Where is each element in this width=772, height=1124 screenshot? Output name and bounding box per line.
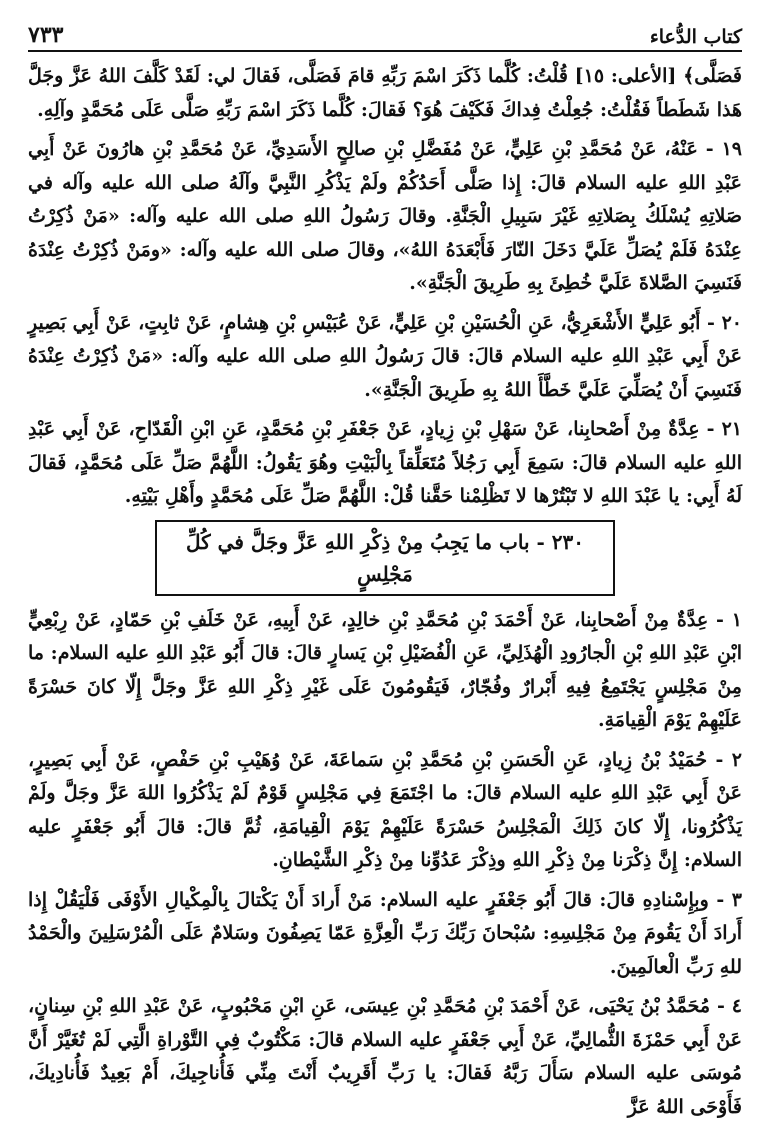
hadith-4: ٤ - مُحَمَّدُ بْنُ يَحْيَى، عَنْ أَحْمَدَ بْنِ مُحَمَّدِ بْنِ عِيسَى، عَنِ ابْنِ مَحْبُوبٍ، عَنْ عَبْدِ اللهِ بْنِ سِنانٍ، عَنْ أَبِي حَمْزَةَ الثُّمالِيِّ، عَنْ أَبِي جَعْفَرٍ عليه السلام قالَ: مَكْتُوبٌ فِي التَّوْراةِ الَّتِي لَمْ تُغَيَّرْ أَنَّ مُوسَى عليه السلام سَأَلَ رَبَّهُ فَقالَ: يا رَبِّ أَقَرِيبٌ أَنْتَ مِنِّي فَأُناجِيكَ، أَمْ بَعِيدٌ فَأُنادِيكَ، فَأَوْحَى اللهُ عَزَّ [28,995,742,1118]
hadith-20: ٢٠ - أَبُو عَلِيٍّ الأَشْعَرِيُّ، عَنِ الْحُسَيْنِ بْنِ عَلِيٍّ، عَنْ عُبَيْسِ بْنِ هِشامٍ، عَنْ ثابِتٍ، عَنْ أَبِي بَصِيرٍ عَنْ أَبِي عَبْدِ اللهِ عليه السلام قالَ: قالَ رَسُولُ اللهِ صلى الله عليه وآله: «مَنْ ذُكِرْتُ عِنْدَهُ فَنَسِيَ أَنْ يُصَلِّيَ عَلَيَّ خَطَّأَ اللهُ بِهِ طَرِيقَ الْجَنَّةِ». [28,311,742,401]
hadith-3: ٣ - وبِإِسْنادِهِ قالَ: قالَ أَبُو جَعْفَرٍ عليه السلام: مَنْ أَرادَ أَنْ يَكْتالَ بِالْمِكْيالِ الأَوْفَى فَلْيَقُلْ إِذا أَرادَ أَنْ يَقُومَ مِنْ مَجْلِسِهِ: سُبْحانَ رَبِّكَ رَبِّ الْعِزَّةِ عَمّا يَصِفُونَ وسَلامٌ عَلَى الْمُرْسَلِينَ والْحَمْدُ للهِ رَبِّ الْعالَمِينَ. [28,888,742,978]
page-number: ٧٣٣ [28,22,64,48]
chapter-heading: ٢٣٠ - باب ما يَجِبُ مِنْ ذِكْرِ اللهِ عَزَّ وجَلَّ في كُلِّ مَجْلِسٍ [155,520,615,596]
hadith-2: ٢ - حُمَيْدُ بْنُ زِيادٍ، عَنِ الْحَسَنِ بْنِ مُحَمَّدِ بْنِ سَماعَةَ، عَنْ وُهَيْبِ بْنِ حَفْصٍ، عَنْ أَبِي بَصِيرٍ، عَنْ أَبِي عَبْدِ اللهِ عليه السلام قالَ: ما اجْتَمَعَ فِي مَجْلِسٍ قَوْمٌ لَمْ يَذْكُرُوا اللهَ عَزَّ وجَلَّ ولَمْ يَذْكُرُونا، إِلّا كانَ ذَلِكَ الْمَجْلِسُ حَسْرَةً عَلَيْهِمْ يَوْمَ الْقِيامَةِ، ثُمَّ قالَ: قالَ أَبُو جَعْفَرٍ عليه السلام: إِنَّ ذِكْرَنا مِنْ ذِكْرِ اللهِ وذِكْرَ عَدُوِّنا مِنْ ذِكْرِ الشَّيْطانِ. [28,748,742,871]
book-title: كتاب الدُّعاء [649,26,742,48]
page-body [28,60,742,1124]
hadith-19: ١٩ - عَنْهُ، عَنْ مُحَمَّدِ بْنِ عَلِيٍّ، عَنْ مُفَضَّلِ بْنِ صالِحٍ الأَسَدِيِّ، عَنْ مُحَمَّدِ بْنِ هارُونَ عَنْ أَبِي عَبْدِ اللهِ عليه السلام قالَ: إِذا صَلَّى أَحَدُكُمْ ولَمْ يَذْكُرِ النَّبِيَّ وآلَهُ صلى الله عليه وآله في صَلاتِهِ يُسْلَكُ بِصَلاتِهِ غَيْرَ سَبِيلِ الْجَنَّةِ. وقالَ رَسُولُ اللهِ صلى الله عليه وآله: «مَنْ ذُكِرْتُ عِنْدَهُ فَلَمْ يُصَلِّ عَلَيَّ دَخَلَ النّارَ فَأَبْعَدَهُ اللهُ»، وقالَ صلى الله عليه وآله: «ومَنْ ذُكِرْتُ عِنْدَهُ فَنَسِيَ الصَّلاةَ عَلَيَّ خُطِئَ بِهِ طَرِيقَ الْجَنَّةِ». [28,138,742,294]
page-header [28,14,742,52]
hadith-21: ٢١ - عِدَّةٌ مِنْ أَصْحابِنا، عَنْ سَهْلِ بْنِ زِيادٍ، عَنْ جَعْفَرِ بْنِ مُحَمَّدٍ، عَنِ ابْنِ الْقَدّاحِ، عَنْ أَبِي عَبْدِ اللهِ عليه السلام قالَ: سَمِعَ أَبِي رَجُلاً مُتَعَلِّقاً بِالْبَيْتِ وهُوَ يَقُولُ: اللَّهُمَّ صَلِّ عَلَى مُحَمَّدٍ، فَقالَ لَهُ أَبِي: يا عَبْدَ اللهِ لا تَبْتُرْها لا تَظْلِمْنا حَقَّنا قُلْ: اللَّهُمَّ صَلِّ عَلَى مُحَمَّدٍ وأَهْلِ بَيْتِهِ. [28,418,742,507]
hadith-1: ١ - عِدَّةٌ مِنْ أَصْحابِنا، عَنْ أَحْمَدَ بْنِ مُحَمَّدِ بْنِ خالِدٍ، عَنْ أَبِيهِ، عَنْ خَلَفِ بْنِ حَمّادٍ، عَنْ رِبْعِيٍّ ابْنِ عَبْدِ اللهِ بْنِ الْجارُودِ الْهُذَلِيِّ، عَنِ الْفُضَيْلِ بْنِ يَسارٍ قالَ: قالَ أَبُو عَبْدِ اللهِ عليه السلام: ما مِنْ مَجْلِسٍ يَجْتَمِعُ فِيهِ أَبْرارٌ وفُجّارٌ، فَيَقُومُونَ عَلَى غَيْرِ ذِكْرِ اللهِ عَزَّ وجَلَّ إِلّا كانَ حَسْرَةً عَلَيْهِمْ يَوْمَ الْقِيامَةِ. [28,608,742,731]
paragraph-continuation: فَصَلَّى﴾ [الأعلى: ١٥] قُلْتُ: كُلَّما ذَكَرَ اسْمَ رَبِّهِ قامَ فَصَلَّى، فَقالَ لي: لَقَدْ كَلَّفَ اللهُ عَزَّ وجَلَّ هَذا شَطَطاً فَقُلْتُ: جُعِلْتُ فِداكَ فَكَيْفَ هُوَ؟ فَقالَ: كُلَّما ذَكَرَ اسْمَ رَبِّهِ صَلَّى عَلَى مُحَمَّدٍ وآلِهِ. [28,65,742,121]
